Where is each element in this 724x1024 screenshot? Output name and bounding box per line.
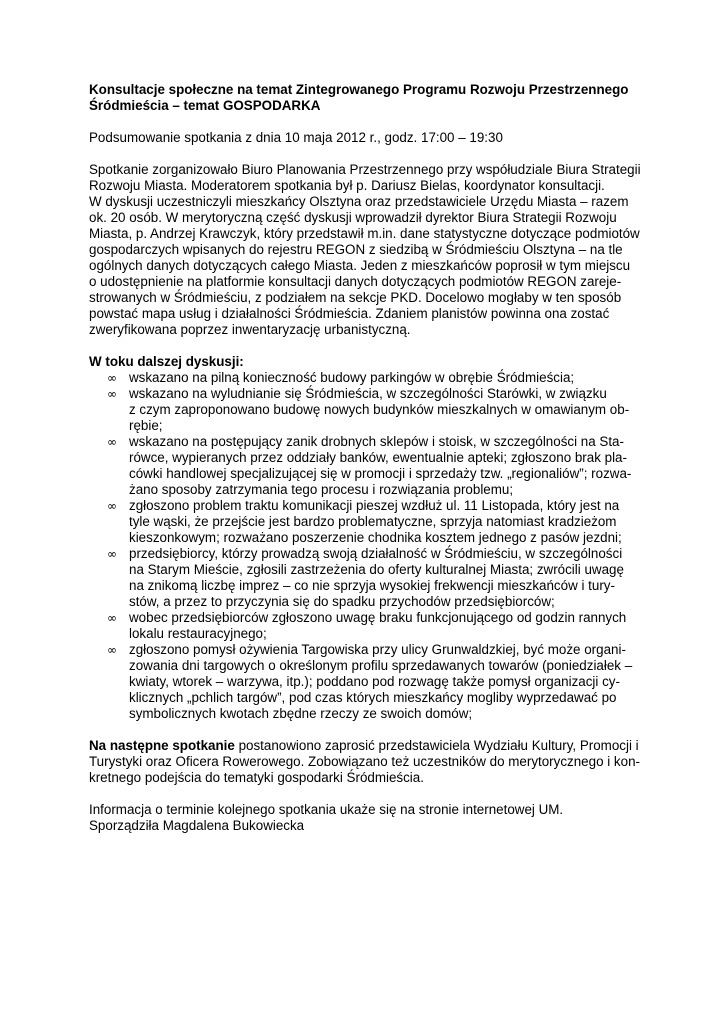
intro-line: Miasta, p. Andrzej Krawczyk, który przedstawił m.in. dane statystyczne dotyczące podmiotów <box>89 226 640 241</box>
list-item-line: żano sposoby zatrzymania tego procesu i rozwiązania problemu; <box>129 482 514 497</box>
title-line: Śródmieścia – temat GOSPODARKA <box>89 98 321 113</box>
list-item-line: zowania dni targowych o określonym profilu sprzedawanych towarów (poniedziałek – <box>129 658 633 673</box>
closing-line: Turystyki oraz Oficera Rowerowego. Zobowiązano też uczestników do merytorycznego i kon- <box>89 754 640 769</box>
list-item-line: zgłoszono pomysł ożywienia Targowiska przy ulicy Grunwaldzkiej, być może organi- <box>129 642 626 657</box>
document-title <box>89 82 641 114</box>
list-item <box>89 610 641 642</box>
title-line: Konsultacje społeczne na temat Zintegrowanego Programu Rozwoju Przestrzennego <box>89 82 629 97</box>
infinity-bullet-icon: ∞ <box>107 547 117 561</box>
meeting-summary-date: Podsumowanie spotkania z dnia 10 maja 2012 r., godz. 17:00 – 19:30 <box>89 130 503 145</box>
list-item-line: stów, a przez to przyczynia się do spadku przychodów przedsiębiorców; <box>129 594 555 609</box>
closing-line: kretnego podejścia do tematyki gospodarki Śródmieścia. <box>89 770 424 785</box>
list-item-line: rębie; <box>129 418 163 433</box>
intro-line: Rozwoju Miasta. Moderatorem spotkania był p. Dariusz Bielas, koordynator konsultacji. <box>89 178 605 193</box>
list-item-line: kwiaty, wtorek – warzywa, itp.); poddano pod rozwagę także pomysł organizacji cy- <box>129 674 620 689</box>
intro-line: o udostępnienie na platformie konsultacji danych dotyczących podmiotów REGON zareje- <box>89 274 622 289</box>
list-item <box>89 386 641 434</box>
list-item-line: z czym zaproponowano budowę nowych budynków mieszkalnych w omawianym ob- <box>129 402 630 417</box>
list-item-line: zgłoszono problem traktu komunikacji pieszej wzdłuż ul. 11 Listopada, który jest na <box>129 498 620 513</box>
info-line: Informacja o terminie kolejnego spotkania ukaże się na stronie internetowej UM. <box>89 802 564 817</box>
infinity-bullet-icon: ∞ <box>107 611 117 625</box>
list-item <box>89 498 641 546</box>
document-page <box>89 82 641 834</box>
infinity-bullet-icon: ∞ <box>107 643 117 657</box>
intro-line: powstać mapa usług i działalności Śródmieścia. Zdaniem planistów powinna ona zostać <box>89 306 610 321</box>
list-item-line: na znikomą liczbę imprez – co nie sprzyja wysokiej frekwencji mieszkańców i tury- <box>129 578 615 593</box>
list-item-line: tyle wąski, że przejście jest bardzo problematyczne, sprzyja natomiast kradzieżom <box>129 514 617 529</box>
list-item-line: cówki handlowej specjalizującej się w promocji i sprzedaży tzw. „regionaliów”; rozwa- <box>129 466 632 481</box>
info-paragraph <box>89 802 641 834</box>
list-item-line: wskazano na pilną konieczność budowy parkingów w obrębie Śródmieścia; <box>129 370 575 385</box>
discussion-heading: W toku dalszej dyskusji: <box>89 354 244 369</box>
intro-paragraph <box>89 162 641 338</box>
closing-line <box>89 738 641 754</box>
intro-line: W dyskusji uczestniczyli mieszkańcy Olsztyna oraz przedstawiciele Urzędu Miasta – razem <box>89 194 629 209</box>
intro-line: zweryfikowana poprzez inwentaryzację urbanistyczną. <box>89 322 411 337</box>
author-line: Sporządziła Magdalena Bukowiecka <box>89 818 305 833</box>
intro-line: ok. 20 osób. W merytoryczną część dyskusji wprowadził dyrektor Biura Strategii Rozwoju <box>89 210 617 225</box>
discussion-list <box>89 370 641 722</box>
intro-line: Spotkanie zorganizowało Biuro Planowania Przestrzennego przy współudziale Biura Strategii <box>89 162 641 177</box>
list-item-line: przedsiębiorcy, którzy prowadzą swoją działalność w Śródmieściu, w szczególności <box>129 546 623 561</box>
list-item-line: kieszonkowym; rozważano poszerzenie chodnika kosztem jednego z pasów jezdni; <box>129 530 622 545</box>
intro-line: gospodarczych wpisanych do rejestru REGON z siedzibą w Śródmieściu Olsztyna – na tle <box>89 242 623 257</box>
infinity-bullet-icon: ∞ <box>107 435 117 449</box>
list-item-line: wskazano na postępujący zanik drobnych sklepów i stoisk, w szczególności na Sta- <box>129 434 624 449</box>
infinity-bullet-icon: ∞ <box>107 371 117 385</box>
list-item-line: symbolicznych kwotach zbędne rzeczy ze swoich domów; <box>129 706 473 721</box>
list-item <box>89 642 641 722</box>
infinity-bullet-icon: ∞ <box>107 499 117 513</box>
intro-line: strowanych w Śródmieściu, z podziałem na sekcje PKD. Docelowo mogłaby w ten sposób <box>89 290 622 305</box>
list-item <box>89 434 641 498</box>
list-item-line: klicznych „pchlich targów”, pod czas których mieszkańcy mogliby wyprzedawać po <box>129 690 617 705</box>
intro-line: ogólnych danych dotyczących całego Miasta. Jeden z mieszkańców poprosił w tym miejscu <box>89 258 631 273</box>
closing-line-rest: postanowiono zaprosić przedstawiciela Wydziału Kultury, Promocji i <box>234 738 639 753</box>
list-item-line: rówce, wypieranych przez oddziały banków, ewentualnie apteki; zgłoszono brak pla- <box>129 450 627 465</box>
next-meeting-lead: Na następne spotkanie <box>89 738 235 753</box>
infinity-bullet-icon: ∞ <box>107 387 117 401</box>
list-item <box>89 546 641 610</box>
list-item-line: lokalu restauracyjnego; <box>129 626 267 641</box>
list-item-line: wskazano na wyludnianie się Śródmieścia, w szczególności Starówki, w związku <box>129 386 607 401</box>
list-item-line: wobec przedsiębiorców zgłoszono uwagę braku funkcjonującego od godzin rannych <box>129 610 627 625</box>
list-item-line: na Starym Mieście, zgłosili zastrzeżenia do oferty kulturalnej Miasta; zwrócili uwagę <box>129 562 624 577</box>
next-meeting-paragraph <box>89 738 641 786</box>
list-item <box>89 370 641 386</box>
